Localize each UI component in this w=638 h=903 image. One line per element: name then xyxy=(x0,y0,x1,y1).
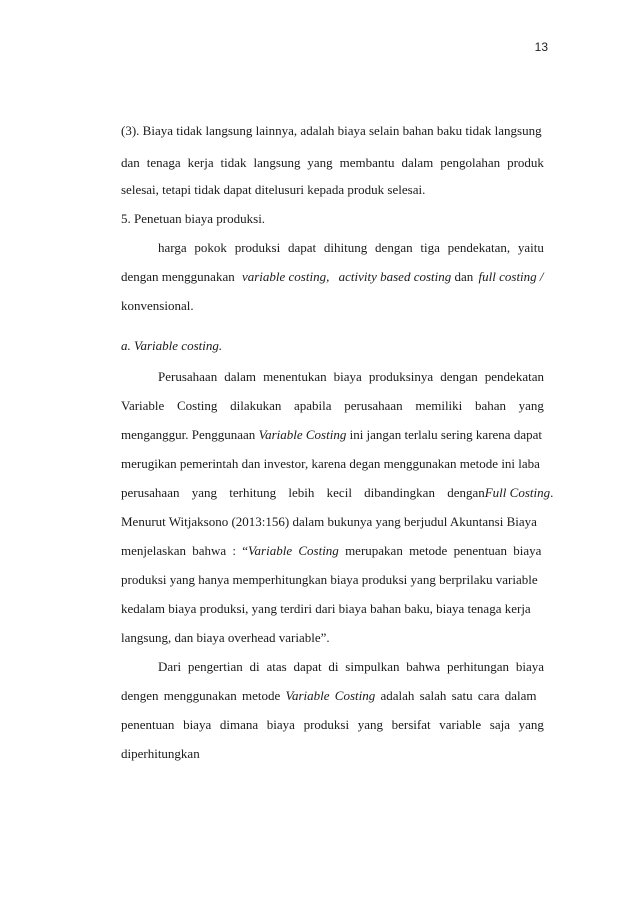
text-run: ini jangan terlalu sering karena dapat xyxy=(346,427,542,442)
word: atas xyxy=(266,659,287,674)
text-run: adalah salah satu cara dalam xyxy=(375,688,537,703)
word: pendekatan, xyxy=(447,240,511,255)
word: produk xyxy=(507,155,544,170)
word: Dari xyxy=(158,659,182,674)
word: perhitungan xyxy=(446,659,510,674)
section-heading: 5. Penetuan biaya produksi. xyxy=(121,211,266,226)
italic-term: Full Costing xyxy=(484,485,551,500)
word: dalam xyxy=(224,369,257,384)
text-run xyxy=(329,269,332,284)
word: membantu xyxy=(339,155,395,170)
word: apabila xyxy=(294,398,332,413)
word: dengan xyxy=(440,369,478,384)
paragraph-line xyxy=(121,485,554,501)
paragraph-line xyxy=(121,543,544,559)
word: penentuan xyxy=(121,717,175,732)
italic-term: Variable Costing xyxy=(258,427,347,442)
word: di xyxy=(249,659,260,674)
word: produksi xyxy=(234,240,281,255)
paragraph-line: diperhitungkan xyxy=(121,746,200,761)
paragraph-line xyxy=(121,398,544,414)
word: variable xyxy=(439,717,482,732)
word: perusahaan xyxy=(344,398,403,413)
word: yaitu xyxy=(517,240,544,255)
word: bahan xyxy=(474,398,506,413)
italic-term: variable costing, xyxy=(241,269,330,284)
paragraph-line xyxy=(121,269,544,285)
paragraph-line xyxy=(121,688,544,704)
paragraph-line: kedalam biaya produksi, yang terdiri dari biaya bahan baku, biaya tenaga kerja xyxy=(121,601,531,616)
word: dan xyxy=(121,155,140,170)
text-run: perusahaan yang terhitung lebih kecil dibandingkan dengan xyxy=(121,485,485,500)
italic-term: full costing / xyxy=(478,269,544,284)
word: langsung xyxy=(253,155,301,170)
text-run xyxy=(485,485,554,501)
word: menentukan xyxy=(263,369,327,384)
paragraph-line xyxy=(121,717,544,733)
italic-term: Variable Costing xyxy=(285,688,376,703)
word: biaya xyxy=(266,717,295,732)
paragraph-line xyxy=(121,427,544,443)
word: simpulkan xyxy=(345,659,400,674)
word: biaya xyxy=(515,659,544,674)
paragraph-line xyxy=(158,240,544,256)
word: dilakukan xyxy=(230,398,282,413)
subsection-heading xyxy=(121,338,544,354)
word: yang xyxy=(518,398,544,413)
paragraph-line: merugikan pemerintah dan investor, karena degan menggunakan metode ini laba xyxy=(121,456,540,471)
word: yang xyxy=(357,717,383,732)
italic-term: activity based costing xyxy=(338,269,452,284)
paragraph-line: langsung, dan biaya overhead variable”. xyxy=(121,630,330,645)
text-run: . xyxy=(550,485,554,500)
word: pendekatan xyxy=(484,369,544,384)
word: dalam xyxy=(401,155,434,170)
italic-heading: a. Variable costing. xyxy=(121,338,223,353)
paragraph-line xyxy=(158,369,544,385)
word: biaya xyxy=(183,717,212,732)
paragraph-line xyxy=(121,155,544,171)
word: produksinya xyxy=(368,369,434,384)
word: kerja xyxy=(187,155,214,170)
word: tenaga xyxy=(146,155,181,170)
word: dengan xyxy=(375,240,413,255)
word: dihitung xyxy=(323,240,368,255)
word: memiliki xyxy=(415,398,463,413)
paragraph-line: produksi yang hanya memperhitungkan biaya produksi yang berprilaku variable xyxy=(121,572,538,587)
word: produksi xyxy=(303,717,350,732)
paragraph-line xyxy=(158,659,544,675)
word: yang xyxy=(307,155,333,170)
paragraph-line: Menurut Witjaksono (2013:156) dalam bukunya yang berjudul Akuntansi Biaya xyxy=(121,514,537,529)
word: biaya xyxy=(333,369,362,384)
word: pengolahan xyxy=(440,155,501,170)
word: Costing xyxy=(176,398,218,413)
text-run: menjelaskan bahwa : “ xyxy=(121,543,249,558)
word: dimana xyxy=(219,717,259,732)
text-run: menganggur. Penggunaan xyxy=(121,427,259,442)
italic-term: Variable Costing xyxy=(248,543,339,558)
word: Perusahaan xyxy=(158,369,218,384)
text-run: dan xyxy=(451,269,477,284)
word: saja xyxy=(489,717,510,732)
word: pengertian xyxy=(187,659,243,674)
paragraph-line: selesai, tetapi tidak dapat ditelusuri kepada produk selesai. xyxy=(121,182,426,197)
word: Variable xyxy=(121,398,165,413)
word: tiga xyxy=(420,240,440,255)
word: dapat xyxy=(287,240,317,255)
word: tidak xyxy=(220,155,247,170)
text-run: dengen menggunakan metode xyxy=(121,688,286,703)
word: dapat xyxy=(293,659,322,674)
text-run: merupakan metode penentuan biaya xyxy=(338,543,542,558)
word: bersifat xyxy=(391,717,431,732)
paragraph-line: (3). Biaya tidak langsung lainnya, adalah biaya selain bahan baku tidak langsung xyxy=(121,123,542,138)
word: yang xyxy=(518,717,544,732)
page-number: 13 xyxy=(534,40,548,54)
text-run: dengan menggunakan xyxy=(121,269,238,284)
word: harga xyxy=(158,240,187,255)
word: pokok xyxy=(194,240,227,255)
paragraph-line: konvensional. xyxy=(121,298,194,313)
word: bahwa xyxy=(406,659,441,674)
word: di xyxy=(328,659,339,674)
